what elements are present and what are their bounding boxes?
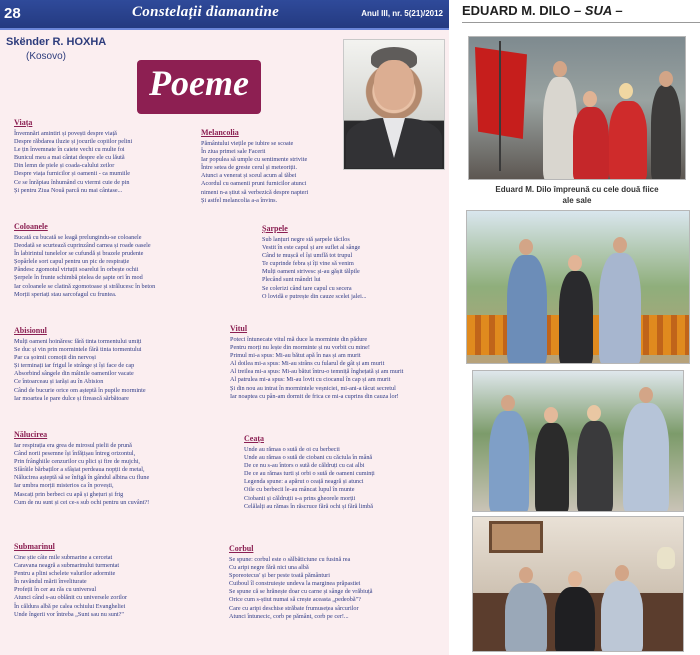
poem-line: Iar populea să umple cu sentimente strivite [201, 156, 308, 164]
page-header-bar [0, 0, 449, 30]
poem-line: Legenda spune: a apărut o ceață neagră și atunci [244, 478, 364, 486]
header-person-name: EDUARD M. DILO [462, 3, 571, 18]
person-head [568, 571, 582, 587]
poem-line: Al doilea mi-a spus: Mi-au strâns cu fularul de gât și am murit [230, 360, 385, 368]
poem-line: De ce au rămas turti și orbi o sută de oameni cuminți [244, 470, 375, 478]
section-title: Poeme [149, 63, 249, 103]
person [555, 587, 595, 652]
poem-line: Iar respirația era grea de mirosul pielii de prună [14, 442, 132, 449]
person-head [659, 71, 673, 87]
poem-line: Par ca șoimii comoții din nervoși [14, 354, 96, 362]
person [505, 583, 547, 652]
header-country: – SUA – [573, 3, 623, 18]
poem-line: Atunci când s-au oblănit cu universele zorilor [14, 594, 128, 602]
poem-line: Orice cum s-știut numai să crește aceasta „pedeobă"? [229, 596, 361, 604]
poem-line: Le țin învemnate în caiete vechi cu multe foi [14, 146, 125, 154]
poem-nalucirea [14, 430, 149, 507]
person-head [619, 83, 633, 99]
person-head [501, 395, 515, 411]
person [573, 107, 609, 180]
poem-line: Se spune că se hrănește doar cu carne și sânge de vrăbiuță [229, 588, 373, 596]
poem-submarinul [14, 542, 127, 619]
poem-line: Și din nou au intrat în mormintele veșniciei, mi-ani-a tăcut secretul [230, 384, 396, 392]
person [543, 77, 577, 180]
poem-line: Se duc și vin prin mormintele fără tinta tormentului [14, 346, 142, 354]
poem-line: Se spune: corbul este o sălbăticiune cu fusină rea [229, 556, 351, 563]
poem-line: Poteci întunecate vitul mă duce la morminte din pădure [230, 336, 368, 343]
right-page-header [462, 3, 623, 18]
poem-line: Sub lanțuri negre stă șarpele tăcilos [262, 236, 350, 243]
person-head [568, 255, 582, 271]
poem-ceata [244, 434, 375, 511]
poem-line: Ce întoarceau și iarăși au în Abision [14, 378, 104, 386]
person [609, 101, 647, 180]
poem-melancolia [201, 128, 308, 205]
poem-line: Te cuprinde febra și îți vine să venim [262, 260, 354, 268]
poem-line: Și pentru Ziua Nouă parcă nu mai cântase... [14, 186, 123, 194]
person-head [613, 237, 627, 253]
person-head [615, 565, 629, 581]
poem-line: Pământului viețile pe iubire se scoate [201, 140, 294, 147]
poem-line: Oile cu berbecii le-au mâncat lupul în munte [244, 486, 355, 494]
poem-abisionul [14, 326, 146, 403]
poem-line: Pentru morți nu lește din morminte și nu vorbit cu mine! [230, 344, 370, 352]
poem-coloanele [14, 222, 155, 299]
person [601, 581, 643, 652]
poem-title: Viața [14, 118, 33, 127]
poem-line: Și terminați iar frigul le strânge și își face de cap [14, 362, 135, 370]
photo-park-trio [466, 210, 690, 364]
poem-title: Coloanele [14, 222, 48, 231]
person [623, 403, 669, 512]
person-head [639, 387, 653, 403]
poem-title: Vitul [230, 324, 248, 333]
poem-line: Sfârâile bărbaților a sfâșiat perdeaua nopții de metal, [14, 466, 145, 474]
poem-line: Acordul cu oamenii pruni furnicilor atunci [201, 180, 307, 188]
person [535, 423, 569, 512]
poem-title: Abisionul [14, 326, 47, 335]
person [599, 253, 641, 364]
poem-line: Bucată cu bucată se leagă prelungindu-se coloanele [14, 234, 142, 241]
poem-line: Care cu aripi deschise străbate frumusețea sârcurilor [229, 604, 359, 612]
poem-line: Șopârlele sort capul pentru un pic de respirație [14, 258, 130, 266]
page-number: 28 [4, 5, 21, 22]
poem-line: Șerpele în frunte schimbă pielea de șapte ori în mod [14, 274, 143, 282]
poem-line: În căldura albă pe calea ochiului Evangheliei [14, 602, 126, 610]
poem-line: Al patrulea mi-a spus: Mi-au lovit cu ciocanul în cap și am murit [230, 376, 391, 384]
poem-line: Între setea de greste cerul și meteoriții. [201, 164, 298, 172]
poem-line: Când de bucurie orice om așteptă în pupile morminte [14, 386, 146, 394]
poem-line: Iar coloanele se clatină zgomotoase și strălucesc în beton [14, 282, 156, 290]
poem-line: Mulți oameni strivesc și-au gășit tălpile [262, 268, 360, 276]
poem-line: Din lemn de piele și coada-calului zeilor [14, 162, 115, 170]
photo-flag-group [468, 36, 686, 180]
poem-line: Mascați prin berbeci cu apă și ghețuri și frig [14, 490, 124, 498]
poem-title: Submarinul [14, 542, 55, 551]
poem-line: Unde îngerii vor întreba „Sunt sau nu sunt?" [14, 610, 124, 618]
poem-title: Nălucirea [14, 430, 48, 439]
person-head [587, 405, 601, 421]
poem-line: Ciobanii și căldruții s-a prins gheorele morții [244, 494, 356, 502]
wall-painting [489, 521, 543, 553]
poem-line: Unde au rămas o sută de oi cu berbecii [244, 446, 340, 453]
poem-line: Pentru a plini schelete valurilor adormite [14, 570, 116, 578]
poem-line: Mulți oameni hoinăresc fără tinta tormentului umiți [14, 338, 142, 345]
person [507, 255, 547, 364]
poem-line: Absorbind sângele din mâinile oamenilor vacate [14, 370, 134, 378]
poem-line: Iar noaptea cu pân-am dormit de frica ce mi-a cuprins din cauza lor! [230, 392, 399, 400]
poem-line: Cuiboul îl construiește undeva la marginea prăpastiei [229, 580, 361, 588]
person-head [519, 567, 533, 583]
poem-line: Atunci a venerat și sceul acum al tăbei [201, 172, 297, 180]
author-location: (Kosovo) [26, 51, 67, 62]
poem-line: Învemnări amintiri și povești despre viață [14, 130, 117, 137]
poem-line: Sporeotecus' și ber peste toată pământuri [229, 572, 330, 580]
person [489, 411, 529, 512]
poem-line: Prin frânghiile cenzurilor cu plici și fire de mujchi, [14, 458, 140, 466]
poem-title: Melancolia [201, 128, 239, 137]
poem-line: Primul mi-a spus: Mi-au bătut apă în nas și am murit [230, 352, 361, 360]
poem-line: Nălucirea așteptă să se înfigă în gândul albina cu flune [14, 474, 150, 482]
magazine-page-right [452, 0, 700, 655]
portrait-face [374, 60, 414, 110]
poem-line: Cu aripi negre fără nici una albă [229, 564, 309, 572]
poem-line: De ce nu s-au întors o sută de căldruți cu cai albi [244, 462, 365, 470]
poem-line: Vestit în este capul și are suflet al sânge [262, 244, 361, 252]
table-lamp [657, 547, 675, 569]
issue-info: Anul III, nr. 5(21)/2012 [361, 9, 443, 18]
poem-line: Când norii pesemne își înfățișau întreg orizontul, [14, 450, 136, 458]
poem-line: Morții speriați stau sarcofagul cu fruntea. [14, 290, 117, 298]
poem-line: Bunicul meu a mai cântat despre ele cu lăută [14, 154, 125, 162]
person-head [583, 91, 597, 107]
person [651, 85, 681, 180]
poem-title: Șarpele [262, 224, 288, 233]
red-flag [475, 47, 527, 139]
poem-line: Celălalți au rămas în răscruce fără ochi și fără limbă [244, 502, 374, 510]
person [577, 421, 613, 512]
flag-pole [499, 41, 501, 171]
poem-line: Al treilea mi-a spus: Mi-au bătut întru-o temniță înghețată și am murit [230, 368, 404, 376]
poem-title: Corbul [229, 544, 254, 553]
poem-title: Ceața [244, 434, 264, 443]
poem-line: Se colerizi când tare capul cu secera [262, 284, 352, 292]
poem-line: Unde au rămas o sută de ciobani cu căciula în mână [244, 454, 373, 462]
poem-sarpele [262, 224, 366, 301]
poem-line: În ziua primei sale Facerii [201, 148, 266, 156]
poem-line: O lovidă e putrește din cauze scelei jalei... [262, 292, 367, 300]
poem-line: nimeni n-a știut să verbezică despre napteri [201, 188, 309, 196]
person-head [544, 407, 558, 423]
poem-line: Și astfel melancolia a-a învins. [201, 196, 278, 204]
magazine-title: Constelații diamantine [132, 4, 280, 20]
poem-line: Despre viața furnicilor și oamenii - ca mumiile [14, 170, 130, 178]
poem-line: Iar moartea le pare dulce și firească sărbătoare [14, 394, 129, 402]
person [559, 271, 593, 364]
poem-line: Pândesc zgomotul virtuții soarelui în orbește ochii [14, 266, 139, 274]
poem-line: În ravăndul mării înveliturate [14, 578, 87, 586]
poem-corbul [229, 544, 372, 621]
poem-viata [14, 118, 132, 195]
poem-line: Profeții în cer au răs cu universul [14, 586, 97, 594]
poem-line: Caravana neagră a submarinului turmentat [14, 562, 120, 570]
poem-line: Deodată se scurtează cuprinzând carnea și roade oasele [14, 242, 151, 250]
photo-street-four [472, 370, 684, 512]
poem-line: Ce se înrăpiau înhumând cu viermi cuie de pin [14, 178, 130, 186]
poem-line: Plecând sunt mândri lui [262, 276, 321, 284]
header-divider [462, 22, 700, 23]
poem-vitul [230, 324, 403, 401]
poem-line: Cum de nu sunt și cei ce-s sub ochi pentru un cuvânt?! [14, 498, 150, 506]
poem-line: Când te mușcă el își umflă tot trupul [262, 252, 353, 260]
person-head [553, 61, 567, 77]
poem-line: Despre răbdarea iluzie și jocurile copiilor pelini [14, 138, 133, 146]
author-name: Skënder R. HOXHA [6, 36, 107, 48]
poem-line: În labirintul tunelelor se cufundă și brazele prudente [14, 250, 144, 258]
poem-line: Atunci întunecic, corb pe pământ, corb pe cer!... [229, 612, 349, 620]
photo-sofa-group [472, 516, 684, 652]
poem-line: Cine știe câte mile submarine a cercetat [14, 554, 113, 561]
photo-caption: Eduard M. Dilo împreună cu cele două fiice ale sale [495, 185, 659, 205]
poem-line: Iar umbra morții misterios ca în povești, [14, 482, 114, 490]
person-head [519, 239, 533, 255]
